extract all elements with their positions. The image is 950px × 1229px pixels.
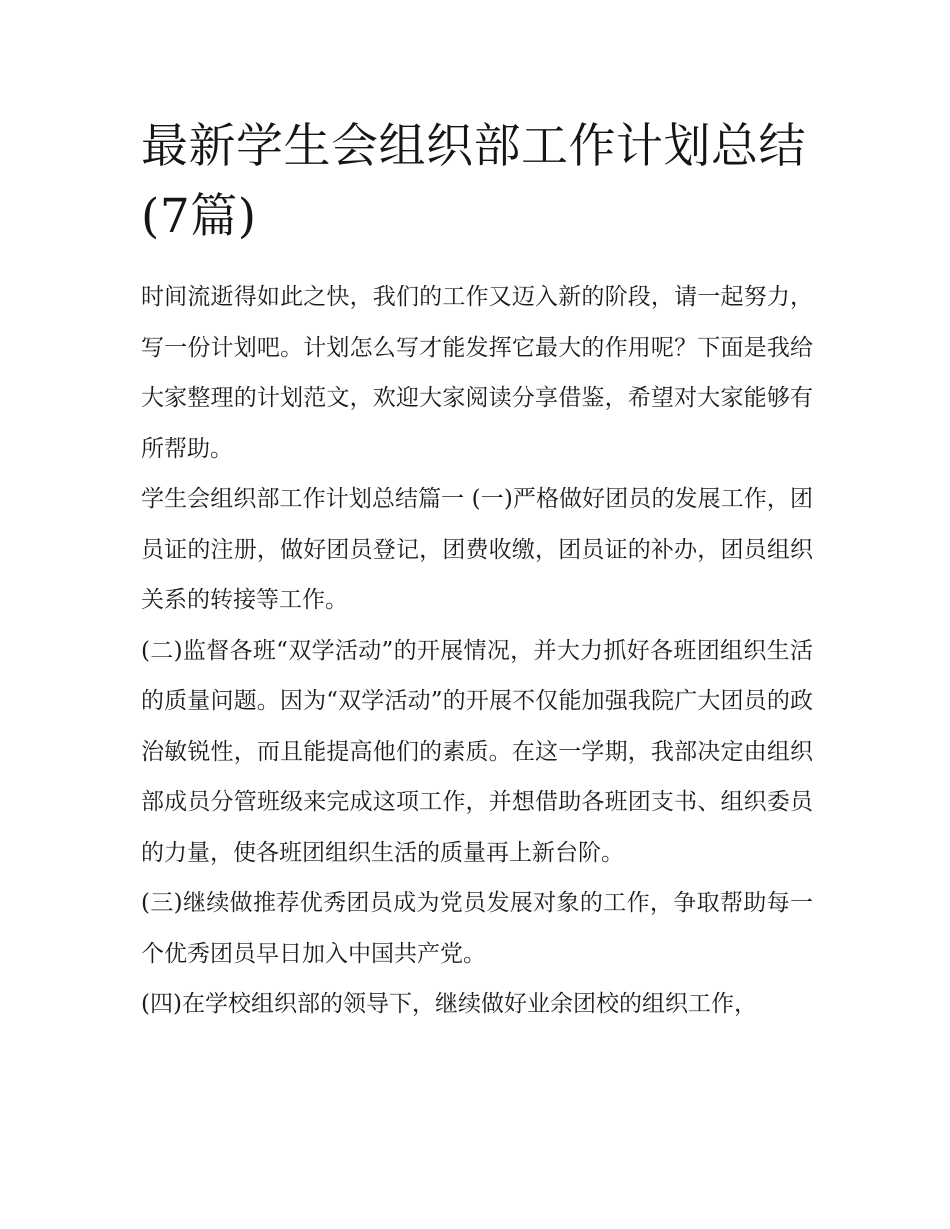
- paragraph-section-4: (四)在学校组织部的领导下，继续做好业余团校的组织工作，: [141, 991, 757, 1017]
- paragraph-intro: 时间流逝得如此之快，我们的工作又迈入新的阶段，请一起努力，写一份计划吧。计划怎么写才能发挥它最大的作用呢？下面是我给大家整理的计划范文，欢迎大家阅读分享借鉴，希望对大家能够有所帮助。: [141, 284, 813, 462]
- paragraph-section-3: (三)继续做推荐优秀团员成为党员发展对象的工作，争取帮助每一个优秀团员早日加入中国共产党。: [141, 890, 813, 967]
- paragraph-section-1: 学生会组织部工作计划总结篇一 (一)严格做好团员的发展工作，团员证的注册，做好团员登记，团费收缴，团员证的补办，团员组织关系的转接等工作。: [141, 486, 813, 613]
- paragraph-section-2: (二)监督各班“双学活动”的开展情况，并大力抓好各班团组织生活的质量问题。因为“双学活动”的开展不仅能加强我院广大团员的政治敏锐性，而且能提高他们的素质。在这一学期，我部决定由组织部成员分管班级来完成这项工作，并想借助各班团支书、组织委员的力量，使各班团组织生活的质量再上新台阶。: [141, 637, 813, 866]
- document-title: 最新学生会组织部工作计划总结(7篇): [141, 119, 806, 244]
- document-content: [141, 112, 813, 1030]
